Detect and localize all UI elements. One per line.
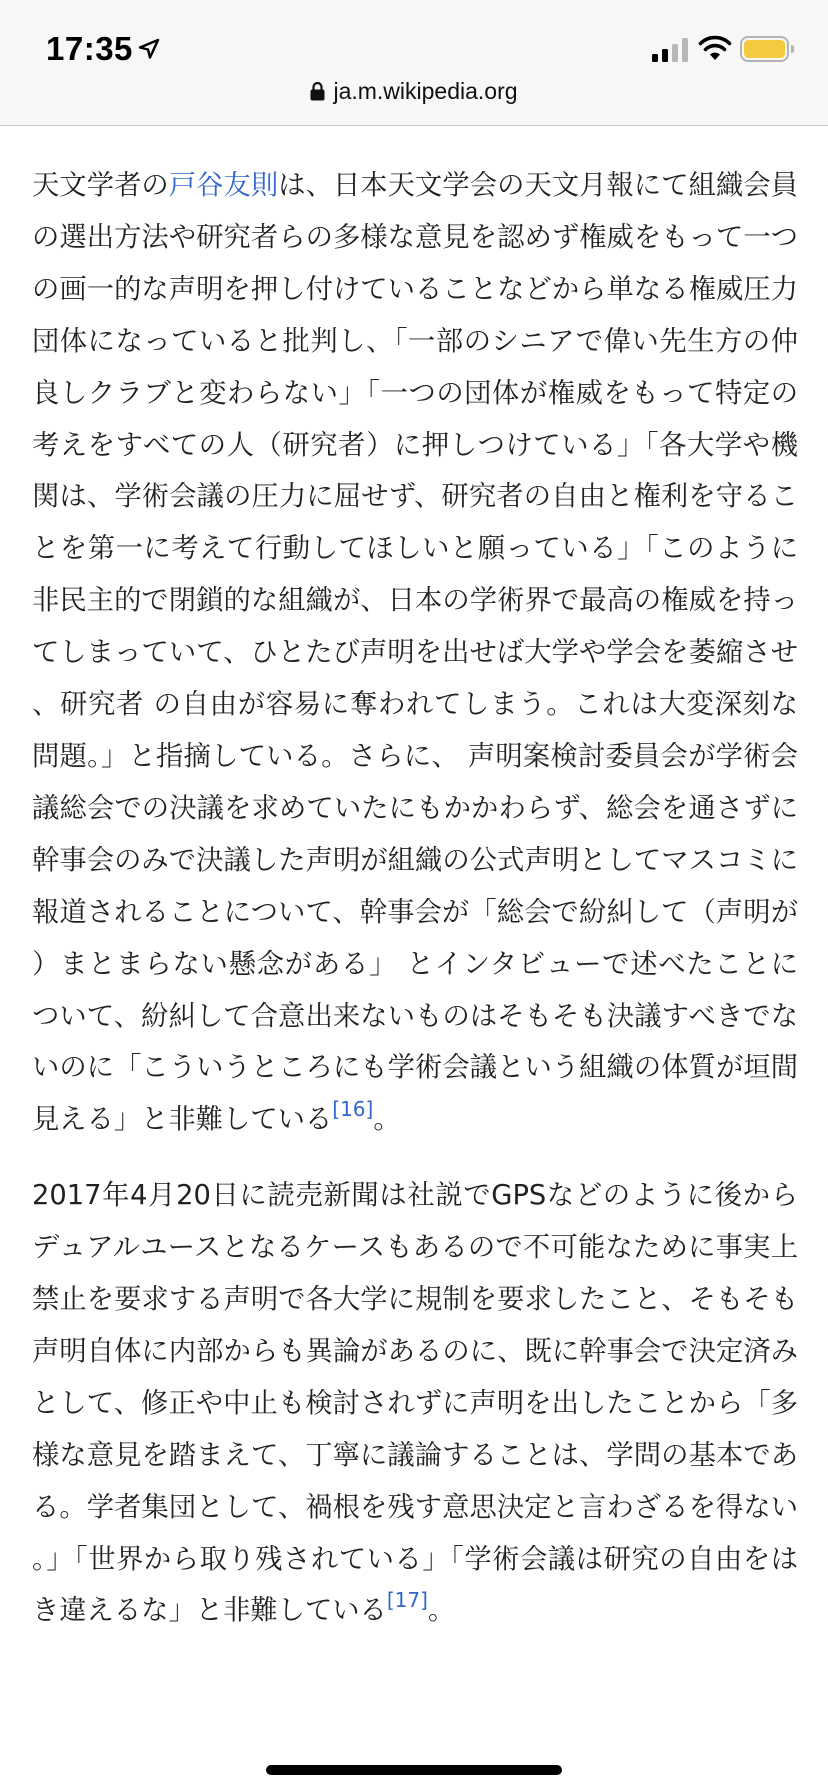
paragraph-end: 。 — [373, 1104, 401, 1136]
location-arrow-icon — [138, 38, 160, 60]
battery-icon — [740, 36, 794, 62]
paragraph-text: 2017年4月20日に読売新聞は社説でGPSなどのように後からデュアルユースとなるケースもあるので不可能なために事実上禁止を要求する声明で各大学に規制を要求したこと、そもそも声明自体に内部からも異論があるのに、既に幹事会で決定済みとして、修正や中止も検討されずに声明を出したことから「多様な意見を踏まえて、丁寧に議論することは、学問の基本である。学者集団として、禍根を残す意思決定と言わざるを得ない。」「世界から取り残されている」「学術会議は研究の自由をはき違えるな」と非難している — [32, 1180, 798, 1627]
cellular-signal-icon — [652, 38, 688, 62]
paragraph-text: は、日本天文学会の天文月報にて組織会員の選出方法や研究者らの多様な意見を認めず権威をもって一つの画一的な声明を押し付けていることなどから単なる権威圧力団体になっていると批判し、「一部のシニアで偉い先生方の仲良しクラブと変わらない」「一つの団体が権威をもって特定の考えをすべての人（研究者）に押しつけている」「各大学や機関は、学術会議の圧力に屈せず、研究者の自由と権利を守ることを第一に考えて行動してほしいと願っている」「このように非民主的で閉鎖的な組織が、日本の学術界で最高の権威を持ってしまっていて、ひとたび声明を出せば大学や学会を萎縮させ、研究者 の自由が容易に奪われてしまう。これは大変深刻な問題。」と指摘している。さらに、 声明案検討委員会が学術会議総会での決議を求めていたにもかかわらず、総会を通さずに幹事会のみで決議した声明が組織の公式声明としてマスコミに報道されることについて、幹事会が「総会で紛糾して（声明が）まとまらない懸念がある」 とインタビューで述べたことについて、紛糾して合意出来ないものはそもそも決議すべきでないのに「こういうところにも学術会議という組織の体質が垣間見える」と非難している — [32, 170, 798, 1136]
address-bar[interactable] — [0, 78, 828, 105]
paragraph-text: 天文学者の — [32, 170, 169, 201]
status-bar — [0, 0, 828, 126]
status-time: 17:35 — [46, 30, 133, 67]
reference-link-16[interactable]: [16] — [332, 1097, 374, 1122]
paragraph-toya-criticism — [32, 160, 798, 1146]
lock-icon — [310, 81, 325, 101]
wifi-icon — [698, 34, 732, 62]
home-indicator[interactable] — [266, 1765, 562, 1775]
url-text: ja.m.wikipedia.org — [333, 78, 518, 104]
link-toya-tomonori[interactable]: 戸谷友則 — [168, 170, 279, 201]
article-content — [32, 160, 798, 1661]
paragraph-end: 。 — [427, 1595, 456, 1627]
reference-link-17[interactable]: [17] — [386, 1588, 428, 1613]
paragraph-yomiuri-editorial — [32, 1170, 798, 1637]
